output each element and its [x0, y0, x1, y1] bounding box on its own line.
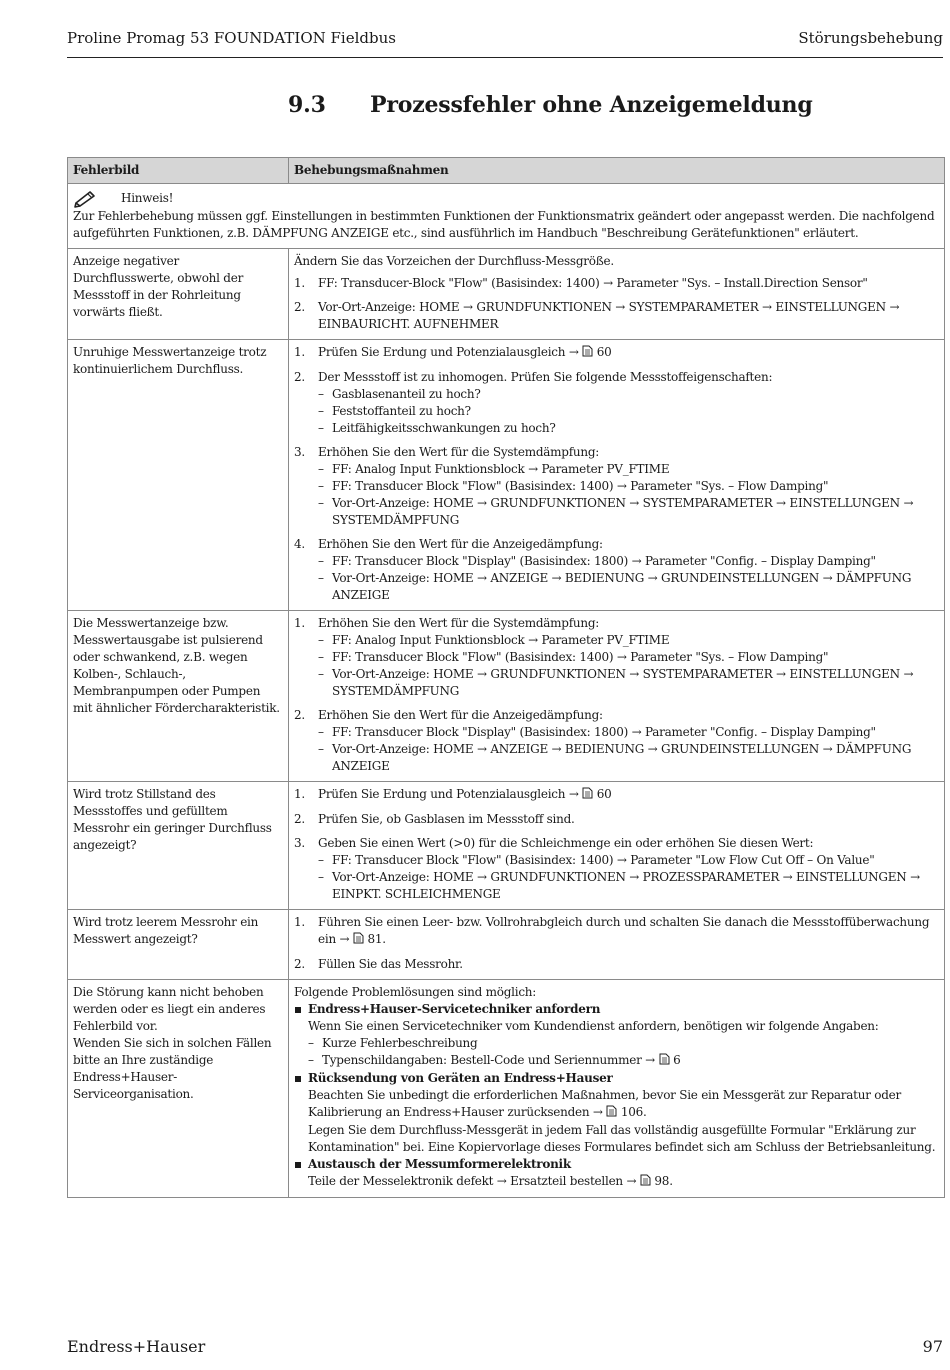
symptom-cell: Wird trotz leerem Messrohr ein Messwert angezeigt?	[68, 910, 289, 980]
list-item: 4. Erhöhen Sie den Wert für die Anzeigedämpfung: – FF: Transducer Block "Display" (Basisindex: 1800) → Parameter "Config. – Display Damping" – Vor-Ort-Anzeige: HOME → ANZEIGE → BEDIENUNG → GRUNDEINSTELLUNGEN → DÄMPFUNG ANZEIGE	[294, 536, 939, 604]
sub-item: – FF: Analog Input Funktionsblock → Parameter PV_FTIME	[318, 633, 670, 647]
troubleshooting-table	[67, 157, 945, 1198]
remedy-cell	[289, 910, 945, 980]
sub-item: – Leitfähigkeitsschwankungen zu hoch?	[318, 421, 556, 435]
list-item: 2. Prüfen Sie, ob Gasblasen im Messstoff sind.	[294, 812, 575, 826]
sub-item: – Vor-Ort-Anzeige: HOME → GRUNDFUNKTIONEN → SYSTEMPARAMETER → EINSTELLUNGEN → SYSTEMDÄMPFUNG	[318, 496, 914, 527]
list-item: Rücksendung von Geräten an Endress+Hauser Beachten Sie unbedingt die erforderlichen Maßnahmen, bevor Sie ein Messgerät zur Reparatur oder Kalibrierung an Endress+Hauser zurücksenden → 106. Legen Sie dem Durchfluss-Messgerät in jedem Fall das vollständig ausgefüllte Formular "Erklärung zur Kontamination" bei. Eine Kopiervorlage dieses Formulares befindet sich am Schluss der Betriebsanleitung.	[294, 1070, 939, 1156]
list-item: 1. FF: Transducer-Block "Flow" (Basisindex: 1400) → Parameter "Sys. – Install.Direction Sensor"	[294, 276, 868, 290]
page-ref-icon	[606, 1105, 617, 1122]
section-title	[288, 92, 813, 118]
note-label: Hinweis!	[121, 190, 174, 205]
page-ref[interactable]: 106.	[620, 1105, 647, 1119]
table-row	[68, 910, 945, 980]
list-item: Austausch der Messumformerelektronik Teile der Messelektronik defekt → Ersatzteil bestellen → 98.	[294, 1156, 939, 1191]
page-ref-icon	[353, 932, 364, 949]
pencil-icon	[73, 188, 121, 208]
page-ref[interactable]: 98.	[654, 1174, 673, 1188]
remedy-cell	[289, 249, 945, 340]
sub-item: – FF: Transducer Block "Flow" (Basisindex: 1400) → Parameter "Low Flow Cut Off – On Value"	[318, 853, 875, 867]
page-ref[interactable]: 6	[673, 1053, 681, 1067]
table-row	[68, 249, 945, 340]
sub-item: – Vor-Ort-Anzeige: HOME → ANZEIGE → BEDIENUNG → GRUNDEINSTELLUNGEN → DÄMPFUNG ANZEIGE	[318, 571, 912, 602]
symptom-cell: Unruhige Messwertanzeige trotz kontinuierlichem Durchfluss.	[68, 340, 289, 611]
remedy-cell	[289, 980, 945, 1198]
table-row	[68, 980, 945, 1198]
symptom-cell: Die Messwertanzeige bzw. Messwertausgabe ist pulsierend oder schwankend, z.B. wegen Kolben-, Schlauch-, Membranpumpen oder Pumpen mit ähnlicher Fördercharakteristik.	[68, 611, 289, 782]
remedy-intro: Ändern Sie das Vorzeichen der Durchfluss-Messgröße.	[294, 254, 614, 268]
remedy-cell	[289, 611, 945, 782]
symptom-cell: Anzeige negativer Durchflusswerte, obwohl der Messstoff in der Rohrleitung vorwärts fließt.	[68, 249, 289, 340]
list-item: 2. Vor-Ort-Anzeige: HOME → GRUNDFUNKTIONEN → SYSTEMPARAMETER → EINSTELLUNGEN → EINBAURICHT. AUFNEHMER	[294, 300, 900, 331]
list-item: 2. Der Messstoff ist zu inhomogen. Prüfen Sie folgende Messstoffeigenschaften: – Gasblasenanteil zu hoch? – Feststoffanteil zu hoch? – Leitfähigkeitsschwankungen zu hoch?	[294, 369, 939, 437]
remedy-cell	[289, 782, 945, 910]
col-header-remedy: Behebungsmaßnahmen	[289, 158, 945, 184]
symptom-text: Wenden Sie sich in solchen Fällen bitte an Ihre zuständige Endress+Hauser-Serviceorganisation.	[73, 1036, 272, 1101]
sub-item: – FF: Analog Input Funktionsblock → Parameter PV_FTIME	[318, 462, 670, 476]
page-ref[interactable]: 60	[596, 345, 612, 359]
sub-item: – FF: Transducer Block "Display" (Basisindex: 1800) → Parameter "Config. – Display Damping"	[318, 554, 876, 568]
sub-item: – Vor-Ort-Anzeige: HOME → ANZEIGE → BEDIENUNG → GRUNDEINSTELLUNGEN → DÄMPFUNG ANZEIGE	[318, 742, 912, 773]
note-text: Zur Fehlerbehebung müssen ggf. Einstellungen in bestimmten Funktionen der Funktionsmatrix geändert oder angepasst werden. Die nachfolgend aufgeführten Funktionen, z.B. DÄMPFUNG ANZEIGE etc., sind ausführlich im Handbuch "Beschreibung Gerätefunktionen" erläutert.	[73, 209, 935, 240]
sub-item: – FF: Transducer Block "Display" (Basisindex: 1800) → Parameter "Config. – Display Damping"	[318, 725, 876, 739]
list-item: 2. Erhöhen Sie den Wert für die Anzeigedämpfung: – FF: Transducer Block "Display" (Basisindex: 1800) → Parameter "Config. – Display Damping" – Vor-Ort-Anzeige: HOME → ANZEIGE → BEDIENUNG → GRUNDEINSTELLUNGEN → DÄMPFUNG ANZEIGE	[294, 707, 939, 775]
list-item: 1. Führen Sie einen Leer- bzw. Vollrohrabgleich durch und schalten Sie danach die Messstoffüberwachung ein → 81.	[294, 914, 939, 949]
symptom-cell	[68, 980, 289, 1198]
list-item: 1. Prüfen Sie Erdung und Potenzialausgleich → 60	[294, 344, 939, 362]
header-chapter: Störungsbehebung	[798, 29, 943, 47]
page-ref[interactable]: 60	[596, 787, 612, 801]
col-header-symptom: Fehlerbild	[68, 158, 289, 184]
sub-item: – Feststoffanteil zu hoch?	[318, 404, 471, 418]
section-title-text: Prozessfehler ohne Anzeigemeldung	[370, 92, 813, 118]
sub-item: – Kurze Fehlerbeschreibung	[308, 1036, 478, 1050]
page-number: 97	[922, 1337, 943, 1356]
list-item: Endress+Hauser-Servicetechniker anfordern Wenn Sie einen Servicetechniker vom Kundendienst anfordern, benötigen wir folgende Angaben: – Kurze Fehlerbeschreibung – Typenschildangaben: Bestell-Code und Seriennummer → 6	[294, 1001, 939, 1070]
sub-item: – Gasblasenanteil zu hoch?	[318, 387, 481, 401]
table-row	[68, 340, 945, 611]
sub-item: – FF: Transducer Block "Flow" (Basisindex: 1400) → Parameter "Sys. – Flow Damping"	[318, 650, 829, 664]
header-product: Proline Promag 53 FOUNDATION Fieldbus	[67, 29, 396, 47]
remedy-cell	[289, 340, 945, 611]
list-item: 2. Füllen Sie das Messrohr.	[294, 957, 463, 971]
sub-item: – Vor-Ort-Anzeige: HOME → GRUNDFUNKTIONEN → SYSTEMPARAMETER → EINSTELLUNGEN → SYSTEMDÄMPFUNG	[318, 667, 914, 698]
page-ref-icon	[582, 345, 593, 362]
sub-item: – Vor-Ort-Anzeige: HOME → GRUNDFUNKTIONEN → PROZESSPARAMETER → EINSTELLUNGEN → EINPKT. SCHLEICHMENGE	[318, 870, 920, 901]
table-row	[68, 611, 945, 782]
symptom-text: Die Störung kann nicht behoben werden oder es liegt ein anderes Fehlerbild vor.	[73, 985, 266, 1033]
symptom-cell: Wird trotz Stillstand des Messstoffes und gefülltem Messrohr ein geringer Durchfluss angezeigt?	[68, 782, 289, 910]
note-row	[68, 184, 945, 249]
list-item: 1. Prüfen Sie Erdung und Potenzialausgleich → 60	[294, 786, 939, 804]
page-ref[interactable]: 81.	[367, 932, 386, 946]
remedy-intro: Folgende Problemlösungen sind möglich:	[294, 985, 537, 999]
sub-item: – Typenschildangaben: Bestell-Code und Seriennummer → 6	[308, 1052, 939, 1070]
list-item: 3. Geben Sie einen Wert (>0) für die Schleichmenge ein oder erhöhen Sie diesen Wert: – FF: Transducer Block "Flow" (Basisindex: 1400) → Parameter "Low Flow Cut Off – On Value" – Vor-Ort-Anzeige: HOME → GRUNDFUNKTIONEN → PROZESSPARAMETER → EINSTELLUNGEN → EINPKT. SCHLEICHMENGE	[294, 835, 939, 903]
page-ref-icon	[659, 1053, 670, 1070]
page-ref-icon	[640, 1174, 651, 1191]
sub-item: – FF: Transducer Block "Flow" (Basisindex: 1400) → Parameter "Sys. – Flow Damping"	[318, 479, 829, 493]
list-item: 1. Erhöhen Sie den Wert für die Systemdämpfung: – FF: Analog Input Funktionsblock → Parameter PV_FTIME – FF: Transducer Block "Flow" (Basisindex: 1400) → Parameter "Sys. – Flow Damping" – Vor-Ort-Anzeige: HOME → GRUNDFUNKTIONEN → SYSTEMPARAMETER → EINSTELLUNGEN → SYSTEMDÄMPFUNG	[294, 615, 939, 700]
table-header-row	[68, 158, 945, 184]
table-row	[68, 782, 945, 910]
page-ref-icon	[582, 787, 593, 804]
section-number: 9.3	[288, 92, 326, 118]
footer-company: Endress+Hauser	[67, 1337, 206, 1356]
page-header	[67, 27, 943, 58]
list-item: 3. Erhöhen Sie den Wert für die Systemdämpfung: – FF: Analog Input Funktionsblock → Parameter PV_FTIME – FF: Transducer Block "Flow" (Basisindex: 1400) → Parameter "Sys. – Flow Damping" – Vor-Ort-Anzeige: HOME → GRUNDFUNKTIONEN → SYSTEMPARAMETER → EINSTELLUNGEN → SYSTEMDÄMPFUNG	[294, 444, 939, 529]
